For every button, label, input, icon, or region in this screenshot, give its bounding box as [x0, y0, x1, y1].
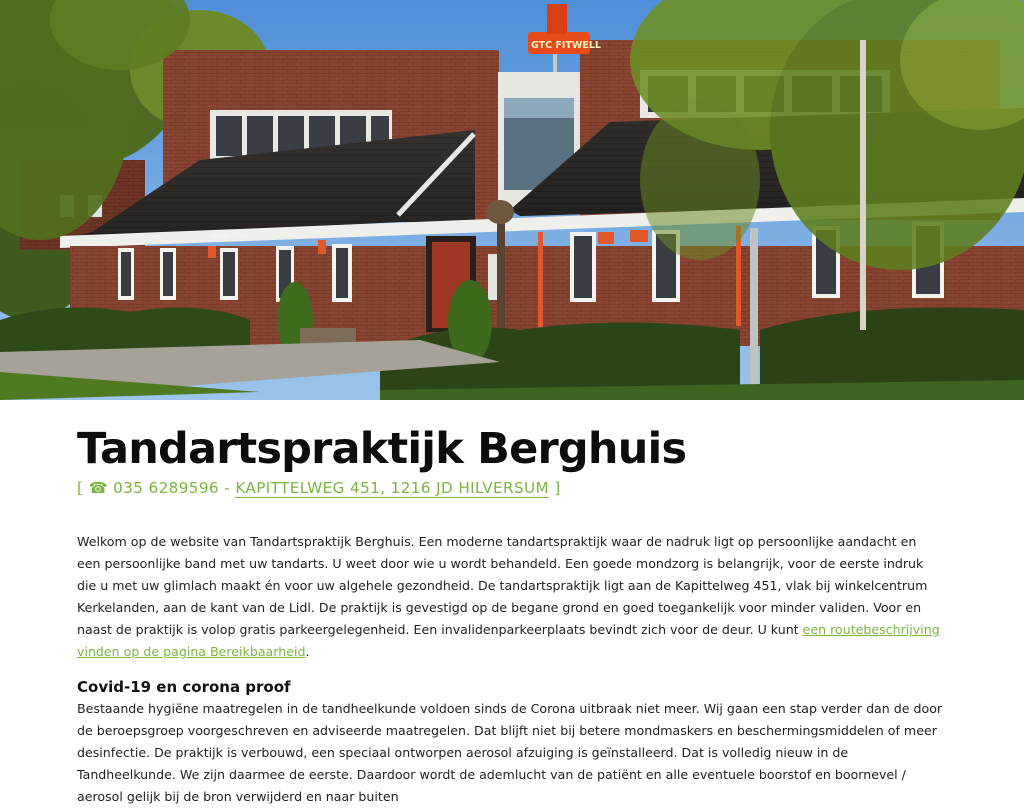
covid-paragraph: Bestaande hygiëne maatregelen in de tandheelkunde voldoen sinds de Corona uitbraak niet meer. Wij gaan een stap verder dan de door de beroepsgroep voorgeschreven en adviseerde maatregelen. Dat blijft niet bij betere mondmaskers en beschermingsmiddelen of meer desinfectie. De praktijk is verbouwd, een speciaal ontworpen aerosol afzuiging is geïnstalleerd. Dat is volledig nieuw in de Tandheelkunde. We zijn daarmee de eerste. Daardoor wordt de ademlucht van de patiënt en alle eventuele boorstof en boornevel / aerosol gelijk bij de bron verwijderd en naar buiten	[77, 701, 943, 804]
page-title: Tandartspraktijk Berghuis	[77, 424, 687, 474]
phone-number: 035 6289596	[113, 479, 219, 497]
fitwell-sign-text: GTC FITWELL	[531, 40, 601, 51]
contact-separator: -	[218, 479, 236, 497]
intro-text: Welkom op de website van Tandartspraktijk Berghuis. Een moderne tandartspraktijk waar de nadruk ligt op persoonlijke aandacht en een persoonlijke band met uw tandarts. U weet door wie u wordt behandeld. Een goede mondzorg is belangrijk, voor de eerste indruk die u met uw glimlach maakt én voor uw algehele gezondheid. De tandartspraktijk ligt aan de Kapittelweg 451, vlak bij winkelcentrum Kerkelanden, aan de kant van de Lidl. De praktijk is gevestigd op de begane grond en goed toegankelijk voor minder validen. Voor en naast de praktijk is volop gratis parkeergelegenheid. Een invalidenparkeerplaats bevindt zich voor de deur. U kunt	[77, 534, 928, 637]
practice-building-photo	[0, 0, 1024, 400]
contact-line	[77, 478, 943, 498]
facade-lettering: www.fitwell.nl	[210, 231, 266, 240]
intro-end: .	[305, 644, 310, 659]
contact-open-bracket: [	[77, 479, 89, 497]
contact-close-bracket: ]	[549, 479, 561, 497]
intro-paragraph	[77, 531, 943, 663]
route-link[interactable]: een routebeschrijving vinden op de pagina Bereikbaarheid	[77, 622, 940, 659]
main-content	[77, 400, 943, 808]
covid-heading: Covid-19 en corona proof	[77, 678, 291, 696]
phone-icon: ☎	[88, 479, 108, 497]
address-link[interactable]: KAPITTELWEG 451, 1216 JD HILVERSUM	[235, 479, 550, 497]
hero-image	[0, 0, 1024, 400]
